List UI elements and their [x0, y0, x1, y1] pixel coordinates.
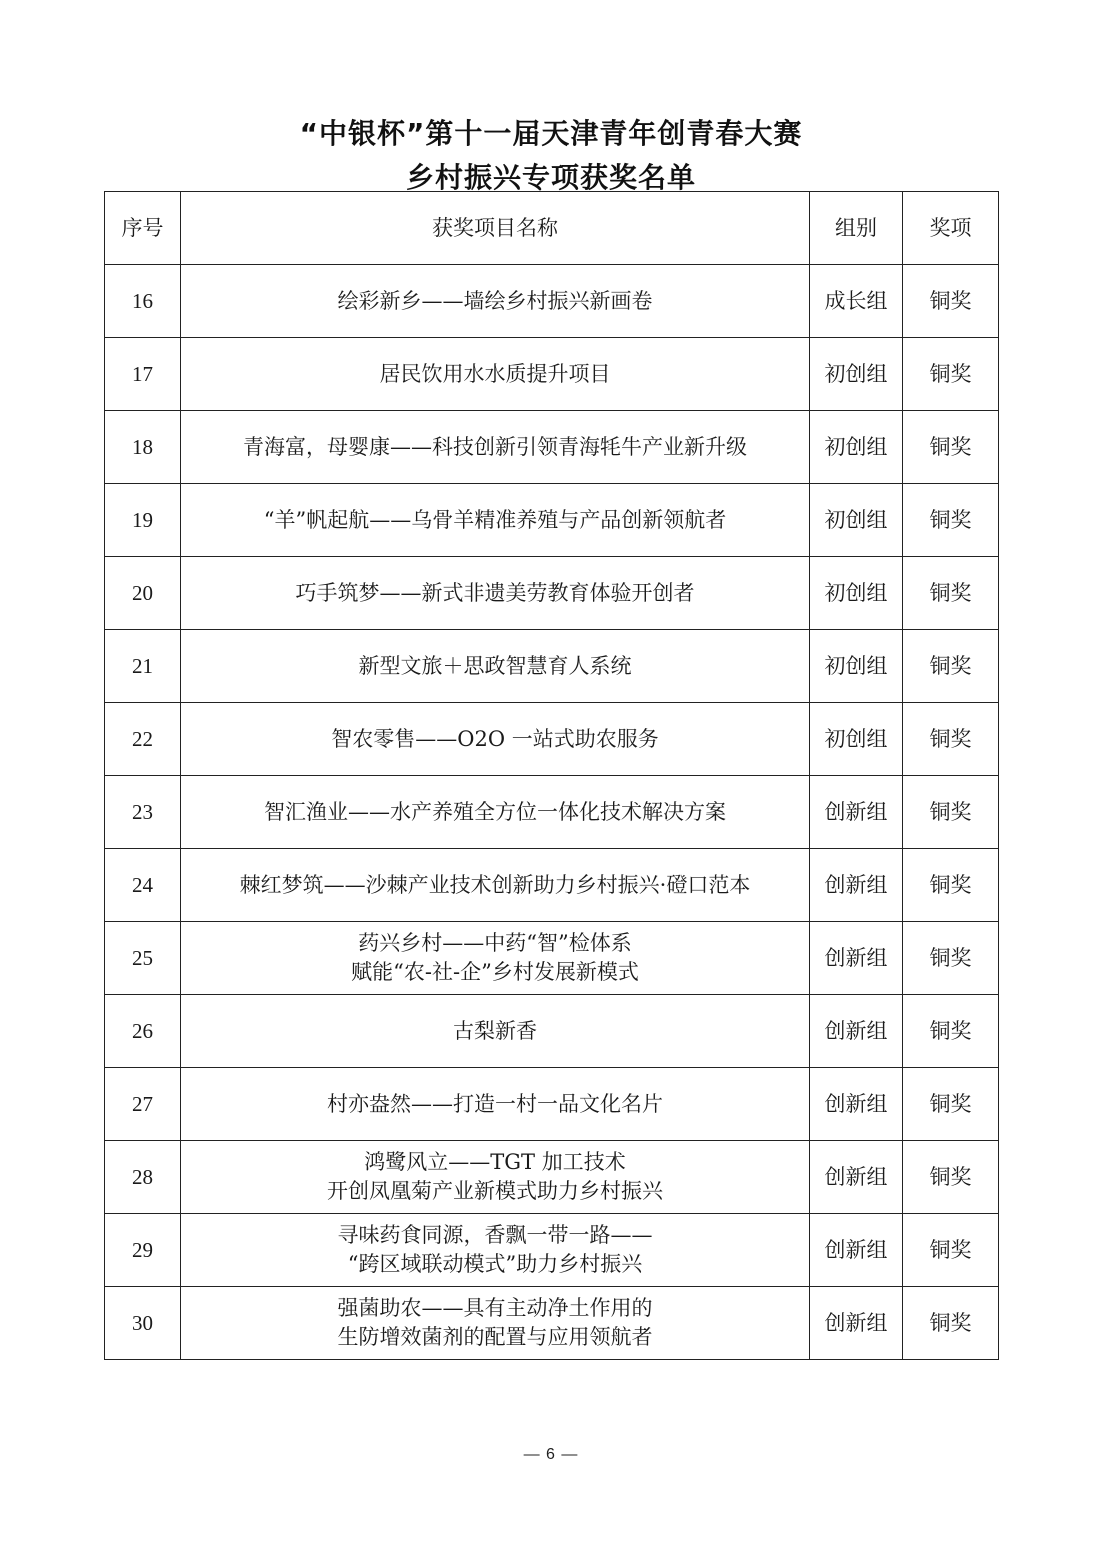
table-row [105, 1214, 999, 1287]
table-row [105, 411, 999, 484]
cell-group: 初创组 [810, 557, 903, 630]
cell-group: 初创组 [810, 630, 903, 703]
document-title: “中银杯”第十一届天津青年创青春大赛 [299, 117, 803, 150]
project-name-line: 新型文旅＋思政智慧育人系统 [358, 653, 632, 678]
project-name-line: 赋能“农-社-企”乡村发展新模式 [351, 960, 639, 984]
cell-award: 铜奖 [903, 1287, 999, 1360]
cell-no: 20 [105, 557, 181, 630]
project-name-line: 古梨新香 [453, 1018, 537, 1043]
table-row [105, 265, 999, 338]
project-name-line: “羊”帆起航——乌骨羊精准养殖与产品创新领航者 [263, 507, 727, 532]
cell-project-name [181, 630, 810, 703]
cell-group: 创新组 [810, 1141, 903, 1214]
cell-group: 创新组 [810, 1287, 903, 1360]
cell-project-name [181, 1068, 810, 1141]
table-row [105, 776, 999, 849]
cell-no: 18 [105, 411, 181, 484]
project-name-line: 智农零售——O2O 一站式助农服务 [331, 726, 659, 751]
cell-award: 铜奖 [903, 411, 999, 484]
table-row [105, 630, 999, 703]
cell-no: 19 [105, 484, 181, 557]
cell-no: 23 [105, 776, 181, 849]
cell-no: 26 [105, 995, 181, 1068]
table-row [105, 1287, 999, 1360]
table-row [105, 995, 999, 1068]
cell-award: 铜奖 [903, 1214, 999, 1287]
cell-no: 16 [105, 265, 181, 338]
cell-award: 铜奖 [903, 1141, 999, 1214]
cell-project-name [181, 1214, 810, 1287]
cell-award: 铜奖 [903, 703, 999, 776]
cell-no: 29 [105, 1214, 181, 1287]
page-number: — 6 — [523, 1446, 579, 1463]
cell-award: 铜奖 [903, 995, 999, 1068]
awards-table-body [105, 265, 999, 1360]
cell-project-name [181, 1141, 810, 1214]
cell-award: 铜奖 [903, 338, 999, 411]
cell-group: 创新组 [810, 849, 903, 922]
project-name-line: 智汇渔业——水产养殖全方位一体化技术解决方案 [264, 799, 726, 824]
table-row [105, 922, 999, 995]
table-row [105, 338, 999, 411]
cell-project-name [181, 776, 810, 849]
project-name-line: 居民饮用水水质提升项目 [379, 361, 611, 386]
awards-table [104, 191, 999, 1360]
cell-project-name [181, 557, 810, 630]
cell-project-name [181, 703, 810, 776]
cell-no: 27 [105, 1068, 181, 1141]
cell-group: 初创组 [810, 338, 903, 411]
cell-no: 21 [105, 630, 181, 703]
cell-project-name [181, 1287, 810, 1360]
table-row [105, 1141, 999, 1214]
project-name-line: 开创凤凰菊产业新模式助力乡村振兴 [327, 1179, 663, 1203]
cell-award: 铜奖 [903, 265, 999, 338]
cell-project-name [181, 338, 810, 411]
cell-group: 初创组 [810, 411, 903, 484]
table-row [105, 1068, 999, 1141]
cell-award: 铜奖 [903, 1068, 999, 1141]
cell-award: 铜奖 [903, 484, 999, 557]
project-name-line: 药兴乡村——中药“智”检体系 [358, 931, 632, 955]
project-name-line: 绘彩新乡——墙绘乡村振兴新画卷 [337, 288, 653, 313]
cell-group: 创新组 [810, 995, 903, 1068]
table-header-row [105, 192, 999, 265]
project-name-line: “跨区域联动模式”助力乡村振兴 [347, 1252, 643, 1276]
header-project-name: 获奖项目名称 [181, 192, 810, 265]
cell-award: 铜奖 [903, 922, 999, 995]
cell-no: 30 [105, 1287, 181, 1360]
cell-no: 17 [105, 338, 181, 411]
document-subtitle: 乡村振兴专项获奖名单 [405, 161, 696, 194]
cell-group: 创新组 [810, 1214, 903, 1287]
project-name-line: 鸿鹭风立——TGT 加工技术 [364, 1150, 626, 1174]
cell-no: 25 [105, 922, 181, 995]
cell-group: 成长组 [810, 265, 903, 338]
cell-project-name [181, 411, 810, 484]
cell-award: 铜奖 [903, 776, 999, 849]
table-row [105, 703, 999, 776]
cell-group: 创新组 [810, 922, 903, 995]
cell-group: 初创组 [810, 484, 903, 557]
header-award: 奖项 [903, 192, 999, 265]
table-row [105, 849, 999, 922]
project-name-line: 强菌助农——具有主动净土作用的 [337, 1296, 653, 1320]
cell-award: 铜奖 [903, 557, 999, 630]
cell-no: 28 [105, 1141, 181, 1214]
cell-no: 22 [105, 703, 181, 776]
cell-group: 创新组 [810, 776, 903, 849]
cell-group: 创新组 [810, 1068, 903, 1141]
project-name-line: 棘红梦筑——沙棘产业技术创新助力乡村振兴·磴口范本 [239, 872, 751, 897]
project-name-line: 巧手筑梦——新式非遗美劳教育体验开创者 [295, 580, 695, 605]
cell-award: 铜奖 [903, 849, 999, 922]
cell-group: 初创组 [810, 703, 903, 776]
cell-project-name [181, 265, 810, 338]
header-no: 序号 [105, 192, 181, 265]
project-name-line: 生防增效菌剂的配置与应用领航者 [337, 1325, 653, 1349]
cell-award: 铜奖 [903, 630, 999, 703]
project-name-line: 村亦盎然——打造一村一品文化名片 [327, 1091, 663, 1116]
cell-no: 24 [105, 849, 181, 922]
project-name-line: 青海富，母婴康——科技创新引领青海牦牛产业新升级 [243, 434, 747, 459]
header-group: 组别 [810, 192, 903, 265]
table-row [105, 484, 999, 557]
cell-project-name [181, 922, 810, 995]
cell-project-name [181, 995, 810, 1068]
project-name-line: 寻味药食同源，香飘一带一路—— [337, 1223, 653, 1247]
cell-project-name [181, 849, 810, 922]
cell-project-name [181, 484, 810, 557]
table-row [105, 557, 999, 630]
